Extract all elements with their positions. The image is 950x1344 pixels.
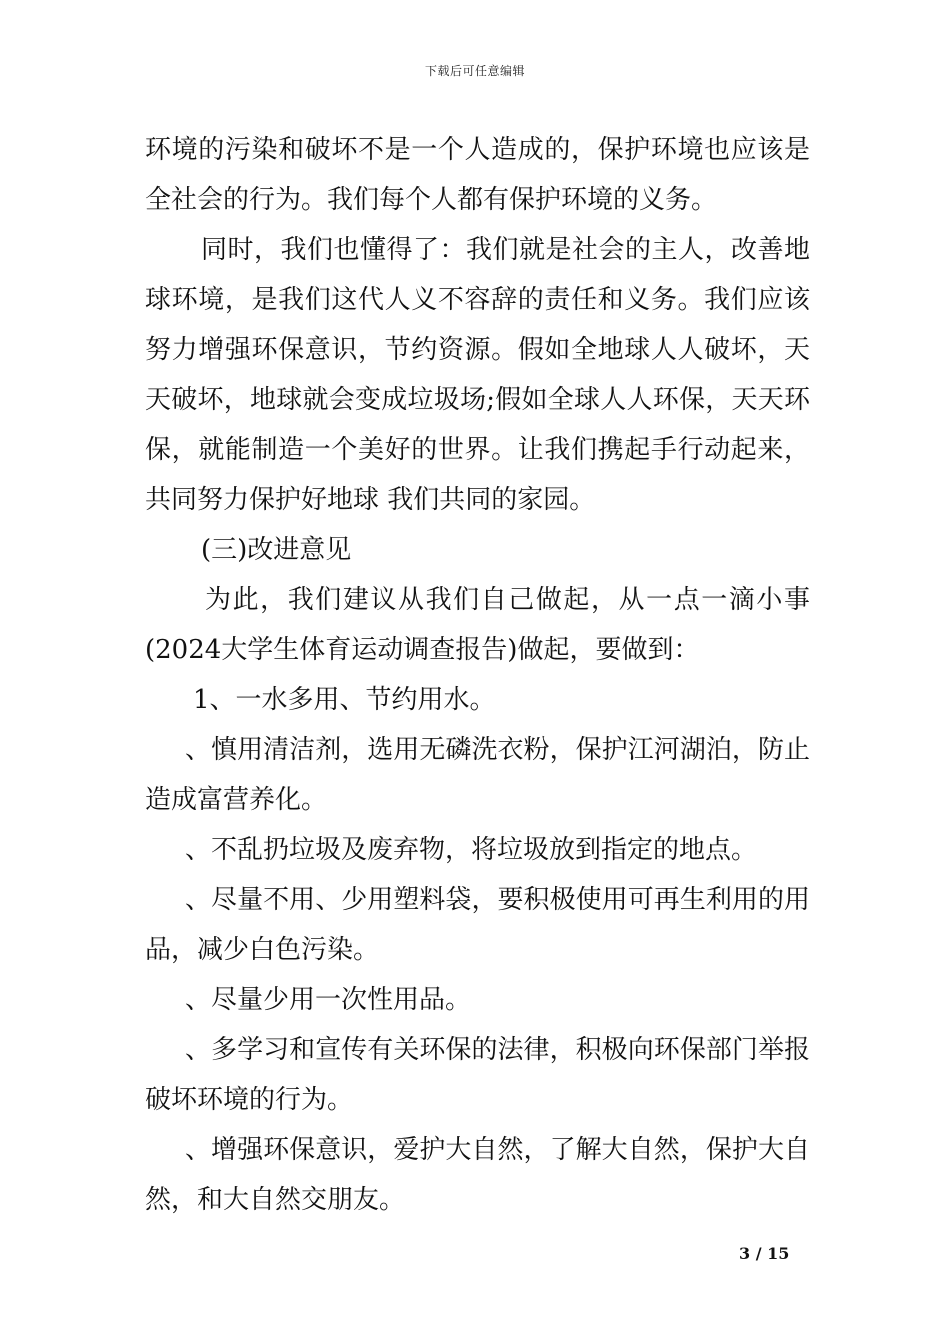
list-item: 、尽量少用一次性用品。 bbox=[185, 985, 472, 1015]
list-item-continuation: 然，和大自然交朋友。 bbox=[145, 1185, 406, 1215]
paragraph-line: 保，就能制造一个美好的世界。让我们携起手行动起来， bbox=[145, 435, 810, 465]
paragraph-line: 为此，我们建议从我们自己做起，从一点一滴小事 bbox=[205, 585, 810, 615]
paragraph-line: 共同努力保护好地球 我们共同的家园。 bbox=[145, 485, 596, 515]
paragraph-line: 全社会的行为。我们每个人都有保护环境的义务。 bbox=[145, 185, 718, 215]
paragraph-line: (2024大学生体育运动调查报告)做起，要做到： bbox=[145, 635, 700, 665]
paragraph-line: 环境的污染和破坏不是一个人造成的，保护环境也应该是 bbox=[145, 135, 810, 165]
paragraph-line: 天破坏，地球就会变成垃圾场;假如全球人人环保，天天环 bbox=[145, 385, 810, 415]
section-heading: (三)改进意见 bbox=[201, 535, 352, 565]
list-item-continuation: 品，减少白色污染。 bbox=[145, 935, 380, 965]
document-body bbox=[145, 125, 810, 1225]
list-item: 、尽量不用、少用塑料袋，要积极使用可再生利用的用 bbox=[185, 885, 810, 915]
paragraph-line: 努力增强环保意识，节约资源。假如全地球人人破坏，天 bbox=[145, 335, 810, 365]
page-number: 3 / 15 bbox=[739, 1244, 790, 1263]
list-item: 1、一水多用、节约用水。 bbox=[193, 685, 496, 715]
list-item: 、增强环保意识，爱护大自然，了解大自然，保护大自 bbox=[185, 1135, 810, 1165]
list-item-continuation: 破坏环境的行为。 bbox=[145, 1085, 354, 1115]
paragraph-line: 球环境，是我们这代人义不容辞的责任和义务。我们应该 bbox=[145, 285, 810, 315]
list-item: 、不乱扔垃圾及废弃物，将垃圾放到指定的地点。 bbox=[185, 835, 758, 865]
list-item: 、慎用清洁剂，选用无磷洗衣粉，保护江河湖泊，防止 bbox=[185, 735, 810, 765]
list-item: 、多学习和宣传有关环保的法律，积极向环保部门举报 bbox=[185, 1035, 810, 1065]
paragraph-line: 同时，我们也懂得了：我们就是社会的主人，改善地 bbox=[201, 235, 810, 265]
list-item-continuation: 造成富营养化。 bbox=[145, 785, 328, 815]
page-header: 下载后可任意编辑 bbox=[424, 64, 525, 78]
